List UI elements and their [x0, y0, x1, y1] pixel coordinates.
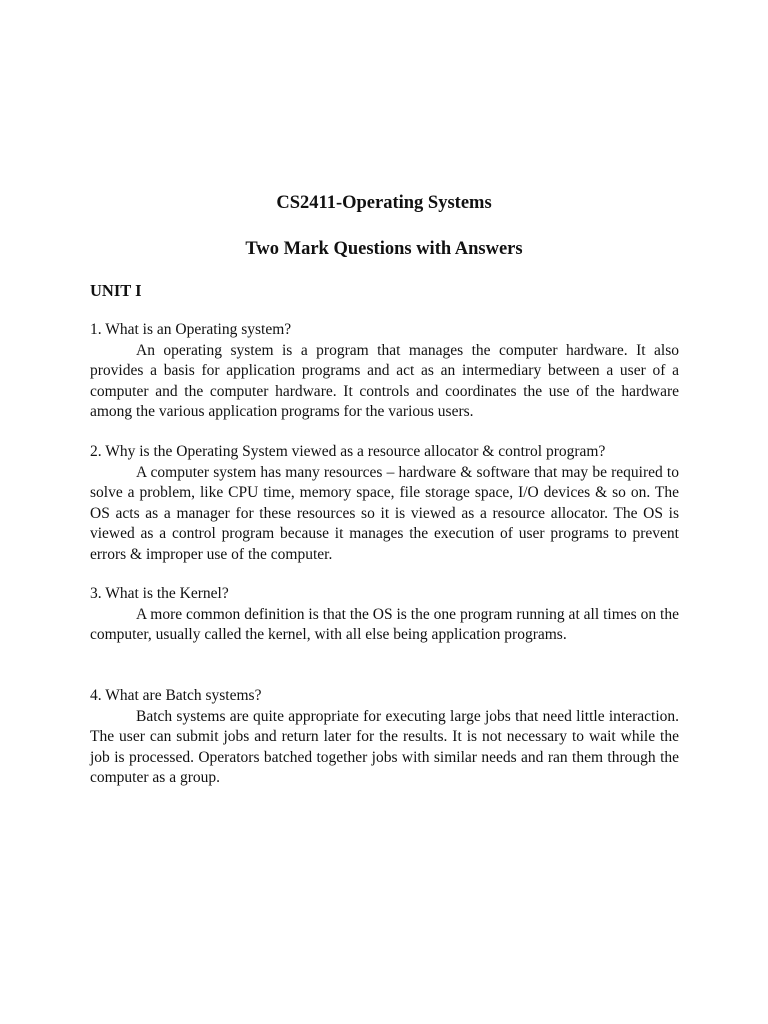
- question-text: 2. Why is the Operating System viewed as a resource allocator & control program?: [90, 443, 606, 460]
- unit-heading: UNIT I: [90, 281, 142, 300]
- qa-item-3: [90, 584, 679, 646]
- qa-item-4: [90, 686, 679, 789]
- answer-text: Batch systems are quite appropriate for executing large jobs that need little interaction. The user can submit jobs and return later for the results. It is not necessary to wait while the job is processed. Operators batched together jobs with similar needs and ran them through the computer as a group.: [90, 707, 679, 786]
- question-text: 4. What are Batch systems?: [90, 687, 262, 704]
- qa-item-2: [90, 442, 679, 565]
- answer-text: A computer system has many resources – hardware & software that may be required to solve a problem, like CPU time, memory space, file storage space, I/O devices & so on. The OS acts as a manager for these resources so it is viewed as a resource allocator. The OS is viewed as a control program because it manages the execution of user programs to prevent errors & improper use of the computer.: [90, 463, 679, 563]
- qa-item-1: [90, 320, 679, 423]
- answer-text: A more common definition is that the OS is the one program running at all times on the computer, usually called the kernel, with all else being application programs.: [90, 605, 679, 643]
- question-text: 1. What is an Operating system?: [90, 321, 292, 338]
- document-subtitle: Two Mark Questions with Answers: [245, 239, 523, 259]
- question-text: 3. What is the Kernel?: [90, 585, 229, 602]
- answer-text: An operating system is a program that manages the computer hardware. It also provides a basis for application programs and act as an intermediary between a user of a computer and the computer hardware. It controls and coordinates the use of the hardware among the various application programs for the various users.: [90, 341, 679, 420]
- document-title: CS2411-Operating Systems: [276, 193, 492, 213]
